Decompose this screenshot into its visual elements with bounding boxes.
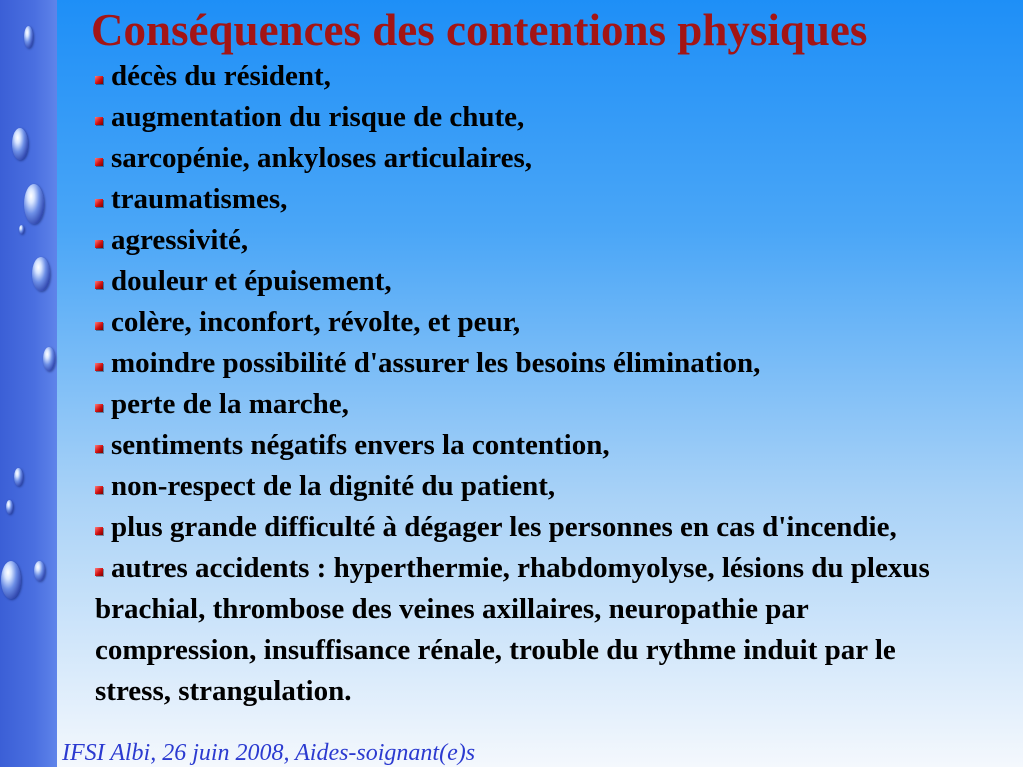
list-item-text: moindre possibilité d'assurer les besoins élimination, <box>111 347 761 379</box>
water-drop-icon <box>24 184 44 224</box>
list-item-text: douleur et épuisement, <box>111 265 392 297</box>
water-drop-icon <box>24 26 33 48</box>
list-item <box>95 138 975 179</box>
bullet-icon <box>95 404 103 412</box>
list-item-text: augmentation du risque de chute, <box>111 101 525 133</box>
bullet-icon <box>95 527 103 535</box>
water-drop-icon <box>1 561 21 599</box>
bullet-icon <box>95 240 103 248</box>
list-item <box>95 507 975 548</box>
list-item <box>95 97 975 138</box>
bullet-icon <box>95 363 103 371</box>
bullet-icon <box>95 281 103 289</box>
list-item-text: colère, inconfort, révolte, et peur, <box>111 306 521 338</box>
list-item-text: agressivité, <box>111 224 249 256</box>
slide-footer: IFSI Albi, 26 juin 2008, Aides-soignant(e)s <box>62 740 476 766</box>
list-item-text: perte de la marche, <box>111 388 349 420</box>
list-item <box>95 179 975 220</box>
bullet-icon <box>95 117 103 125</box>
list-item <box>95 384 975 425</box>
list-item-text: plus grande difficulté à dégager les personnes en cas d'incendie, <box>111 511 897 543</box>
list-item-text: sentiments négatifs envers la contention, <box>111 429 610 461</box>
bullet-icon <box>95 199 103 207</box>
list-item <box>95 261 975 302</box>
list-item-text: décès du résident, <box>111 60 331 92</box>
water-drop-icon <box>19 225 24 234</box>
bullet-icon <box>95 76 103 84</box>
list-item <box>95 220 975 261</box>
bullet-icon <box>95 568 103 576</box>
bullet-icon <box>95 322 103 330</box>
list-item-text: sarcopénie, ankyloses articulaires, <box>111 142 533 174</box>
list-item <box>95 343 975 384</box>
list-item-text: non-respect de la dignité du patient, <box>111 470 556 502</box>
list-item-text: traumatismes, <box>111 183 288 215</box>
list-item-text: autres accidents : hyperthermie, rhabdomyolyse, lésions du plexus brachial, thrombose des veines axillaires, neuropathie par compression, insuffisance rénale, trouble du rythme induit par le stress, strangulation. <box>95 552 930 707</box>
water-drop-icon <box>32 257 50 291</box>
bullet-icon <box>95 486 103 494</box>
bullet-icon <box>95 158 103 166</box>
water-drop-icon <box>14 468 23 486</box>
list-item <box>95 302 975 343</box>
decorative-left-band <box>0 0 57 767</box>
list-item <box>95 56 975 97</box>
water-drop-icon <box>6 500 13 514</box>
water-drop-icon <box>12 128 28 160</box>
slide-title: Conséquences des contentions physiques <box>91 5 868 55</box>
water-drop-icon <box>34 561 45 581</box>
bullet-icon <box>95 445 103 453</box>
water-drop-icon <box>43 347 55 371</box>
list-item <box>95 466 975 507</box>
list-item <box>95 548 975 712</box>
consequences-list <box>95 56 975 712</box>
list-item <box>95 425 975 466</box>
